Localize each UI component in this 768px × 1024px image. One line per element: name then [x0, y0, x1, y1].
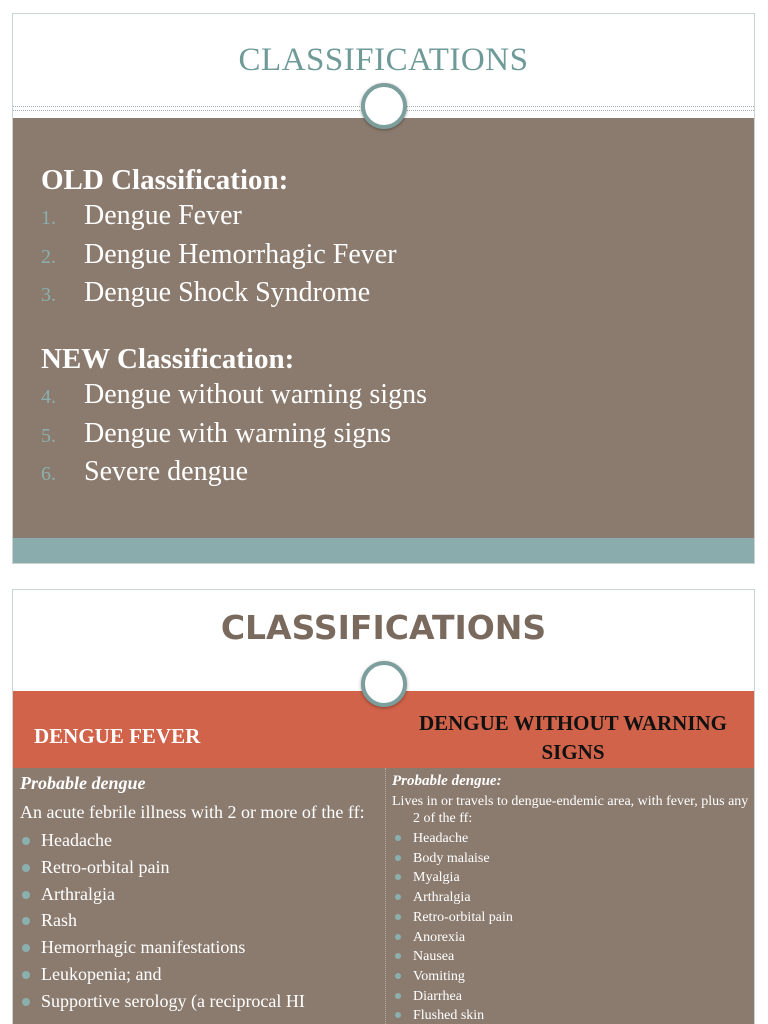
dengue-without-warning-signs-column — [392, 772, 752, 1024]
list-item: Headache — [392, 829, 752, 849]
item-number: 1. — [41, 207, 56, 229]
circle-ornament-icon — [361, 83, 407, 129]
new-classification — [41, 341, 427, 493]
list-item: Retro-orbital pain — [392, 908, 752, 928]
footer-band — [13, 538, 754, 564]
list-item: Supportive serology (a reciprocal HI — [20, 988, 375, 1015]
list-item: Nausea — [392, 947, 752, 967]
item-label: Severe dengue — [84, 456, 249, 487]
list-item: Rash — [20, 907, 375, 934]
dengue-fever-column — [20, 771, 375, 1015]
probable-dengue-subheading: Probable dengue — [20, 773, 146, 793]
list-item: Arthralgia — [20, 881, 375, 908]
item-number: 3. — [41, 284, 56, 306]
slide-1 — [12, 13, 755, 564]
item-label: Dengue Fever — [84, 200, 242, 231]
list-item: Anorexia — [392, 928, 752, 948]
item-label: Dengue with warning signs — [84, 417, 392, 449]
old-classification — [41, 162, 397, 314]
old-classification-heading: OLD Classification: — [41, 164, 289, 196]
slide-1-title: CLASSIFICATIONS — [238, 42, 529, 78]
item-label: Dengue without warning signs — [84, 379, 427, 410]
list-item: Headache — [20, 827, 375, 854]
item-label: Dengue Hemorrhagic Fever — [84, 238, 397, 270]
item-number: 5. — [41, 424, 56, 447]
list-item — [41, 416, 427, 455]
item-number: 6. — [41, 463, 56, 485]
slide-2 — [12, 589, 755, 1024]
list-item — [41, 237, 397, 276]
slide-2-content — [13, 768, 754, 1024]
item-number: 4. — [41, 386, 56, 408]
new-classification-heading: NEW Classification: — [41, 343, 295, 375]
list-item: Flushed skin — [392, 1006, 752, 1024]
list-item — [41, 198, 397, 237]
item-label: Dengue Shock Syndrome — [84, 277, 371, 308]
item-number: 2. — [41, 245, 56, 268]
dengue-without-warning-signs-header: DENGUE WITHOUT WARNING SIGNS — [418, 711, 728, 764]
list-item: Vomiting — [392, 967, 752, 987]
probable-dengue-subheading: Probable dengue: — [392, 773, 502, 789]
criteria-list — [392, 829, 752, 1024]
slide-1-content — [13, 118, 754, 538]
list-item — [41, 454, 427, 493]
criteria-intro: Lives in or travels to dengue-endemic area, with fever, plus any 2 of the ff: — [392, 794, 749, 826]
list-item: Body malaise — [392, 849, 752, 869]
list-item: Hemorrhagic manifestations — [20, 934, 375, 961]
list-item: Arthralgia — [392, 888, 752, 908]
circle-ornament-icon — [361, 661, 407, 707]
list-item — [41, 275, 397, 314]
column-divider — [385, 768, 386, 1024]
list-item: Retro-orbital pain — [20, 854, 375, 881]
dengue-fever-header: DENGUE FEVER — [34, 724, 201, 748]
list-item: Diarrhea — [392, 987, 752, 1007]
list-item: Myalgia — [392, 868, 752, 888]
list-item — [41, 377, 427, 416]
slide-2-title: CLASSIFICATIONS — [220, 608, 547, 647]
list-item: Leukopenia; and — [20, 961, 375, 988]
criteria-intro: An acute febrile illness with 2 or more of the ff: — [20, 802, 365, 822]
criteria-list — [20, 827, 375, 1015]
